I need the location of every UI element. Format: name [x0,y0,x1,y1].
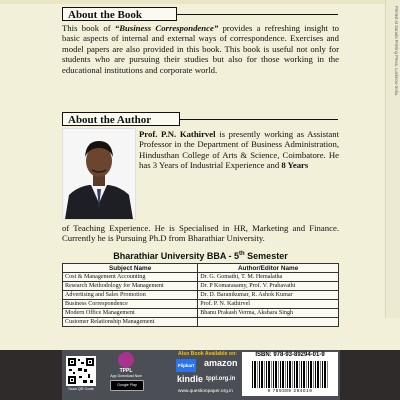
author-cell: Dr. P Komarasamy, Prof. V. Prabavathi [198,282,339,291]
side-band [385,0,400,318]
book-title: “Business Correspondence” [114,23,219,33]
isbn-text: ISBN: 978-93-89294-01-9 [255,352,325,358]
questionpaper-website: www.questionpaper.org.in [178,389,233,394]
column-header: Subject Name [63,264,198,273]
top-frame [0,0,400,4]
barcode-icon [252,361,328,388]
also-available-text: Also Book Available on: [178,351,237,357]
subject-cell: Research Methodology for Management [63,282,198,291]
table-row [63,291,339,300]
tppl-website: tppl.org.in [206,376,236,382]
table-header-row [63,264,339,273]
about-author-rule [180,119,338,120]
semester-heading-end: Semester [244,251,288,261]
table-row [63,318,339,327]
qr-caption: Scan QR Code [68,387,94,391]
side-print-text: Printed at Sarada Printing Press, Lucknow India. [394,6,399,97]
table-row [63,282,339,291]
subject-cell: Modern Office Management [63,309,198,318]
author-cell: Dr. D. Baranikumar, R. Ashok Kumar [198,291,339,300]
about-book-text-start: This book of [62,23,115,33]
google-play-badge: Google Play [110,380,144,391]
subjects-table [62,263,339,327]
subject-cell: Cost & Management Accounting [63,273,198,282]
table-row [63,300,339,309]
semester-heading-main: Bharathiar University BBA - 5 [113,251,239,261]
author-bio-intro [139,129,339,171]
teaching-years: 8 Years [281,160,309,171]
author-cell [198,318,339,327]
amazon-logo: amazon [204,358,238,368]
subject-cell: Business Correspondence [63,300,198,309]
tppl-logo-text: TPPL [119,368,133,374]
tppl-logo-icon [118,352,134,368]
author-cell: Dr. G. Gomathi, T. M. Hemalatha [198,273,339,282]
flipkart-logo: Flipkart [176,359,196,372]
about-book-rule [177,14,338,15]
author-photo [62,128,136,220]
about-book-heading: About the Book [62,7,177,21]
semester-heading-sup: th [239,251,245,257]
author-cell: Bhanu Prakash Verma, Akshara Singh [198,309,339,318]
author-bio-part1: is presently working as Assistant Professor in the Department of Business Administration, Hindusthan College of Arts & Science, Coimbatore. He has 3 Years of Industrial Experience and [139,129,339,171]
semester-heading [62,251,339,261]
table-row [63,273,339,282]
table-row [63,309,339,318]
column-header: Author/Editor Name [198,264,339,273]
subject-cell: Customer Relationship Management [63,318,198,327]
subject-cell: Advertising and Sales Promotion [63,291,198,300]
barcode-number: 9 789389 294019 [267,388,313,393]
about-author-heading: About the Author [62,112,180,126]
about-book-text [62,23,339,75]
author-cell: Prof. P. N. Kathirvel [198,300,339,309]
qr-code-icon [66,356,96,386]
author-bio-rest: of Teaching Experience. He is Specialised in HR, Marketing and Finance. Currently he is Pursuing Ph.D from Bharathiar University. [62,223,339,244]
kindle-logo: kindle [177,374,204,384]
app-download-text: App Download Now [110,374,142,378]
about-book-text-rest: provides a refreshing insight to basic aspects of internal and external ways of correspondence. Exercises and model papers are also provided in this book. This book is useful not only for students who are pursuing their studies but also for those working in the educational institutions and corporate world. [62,23,339,75]
author-name: Prof. P.N. Kathirvel [139,129,216,139]
